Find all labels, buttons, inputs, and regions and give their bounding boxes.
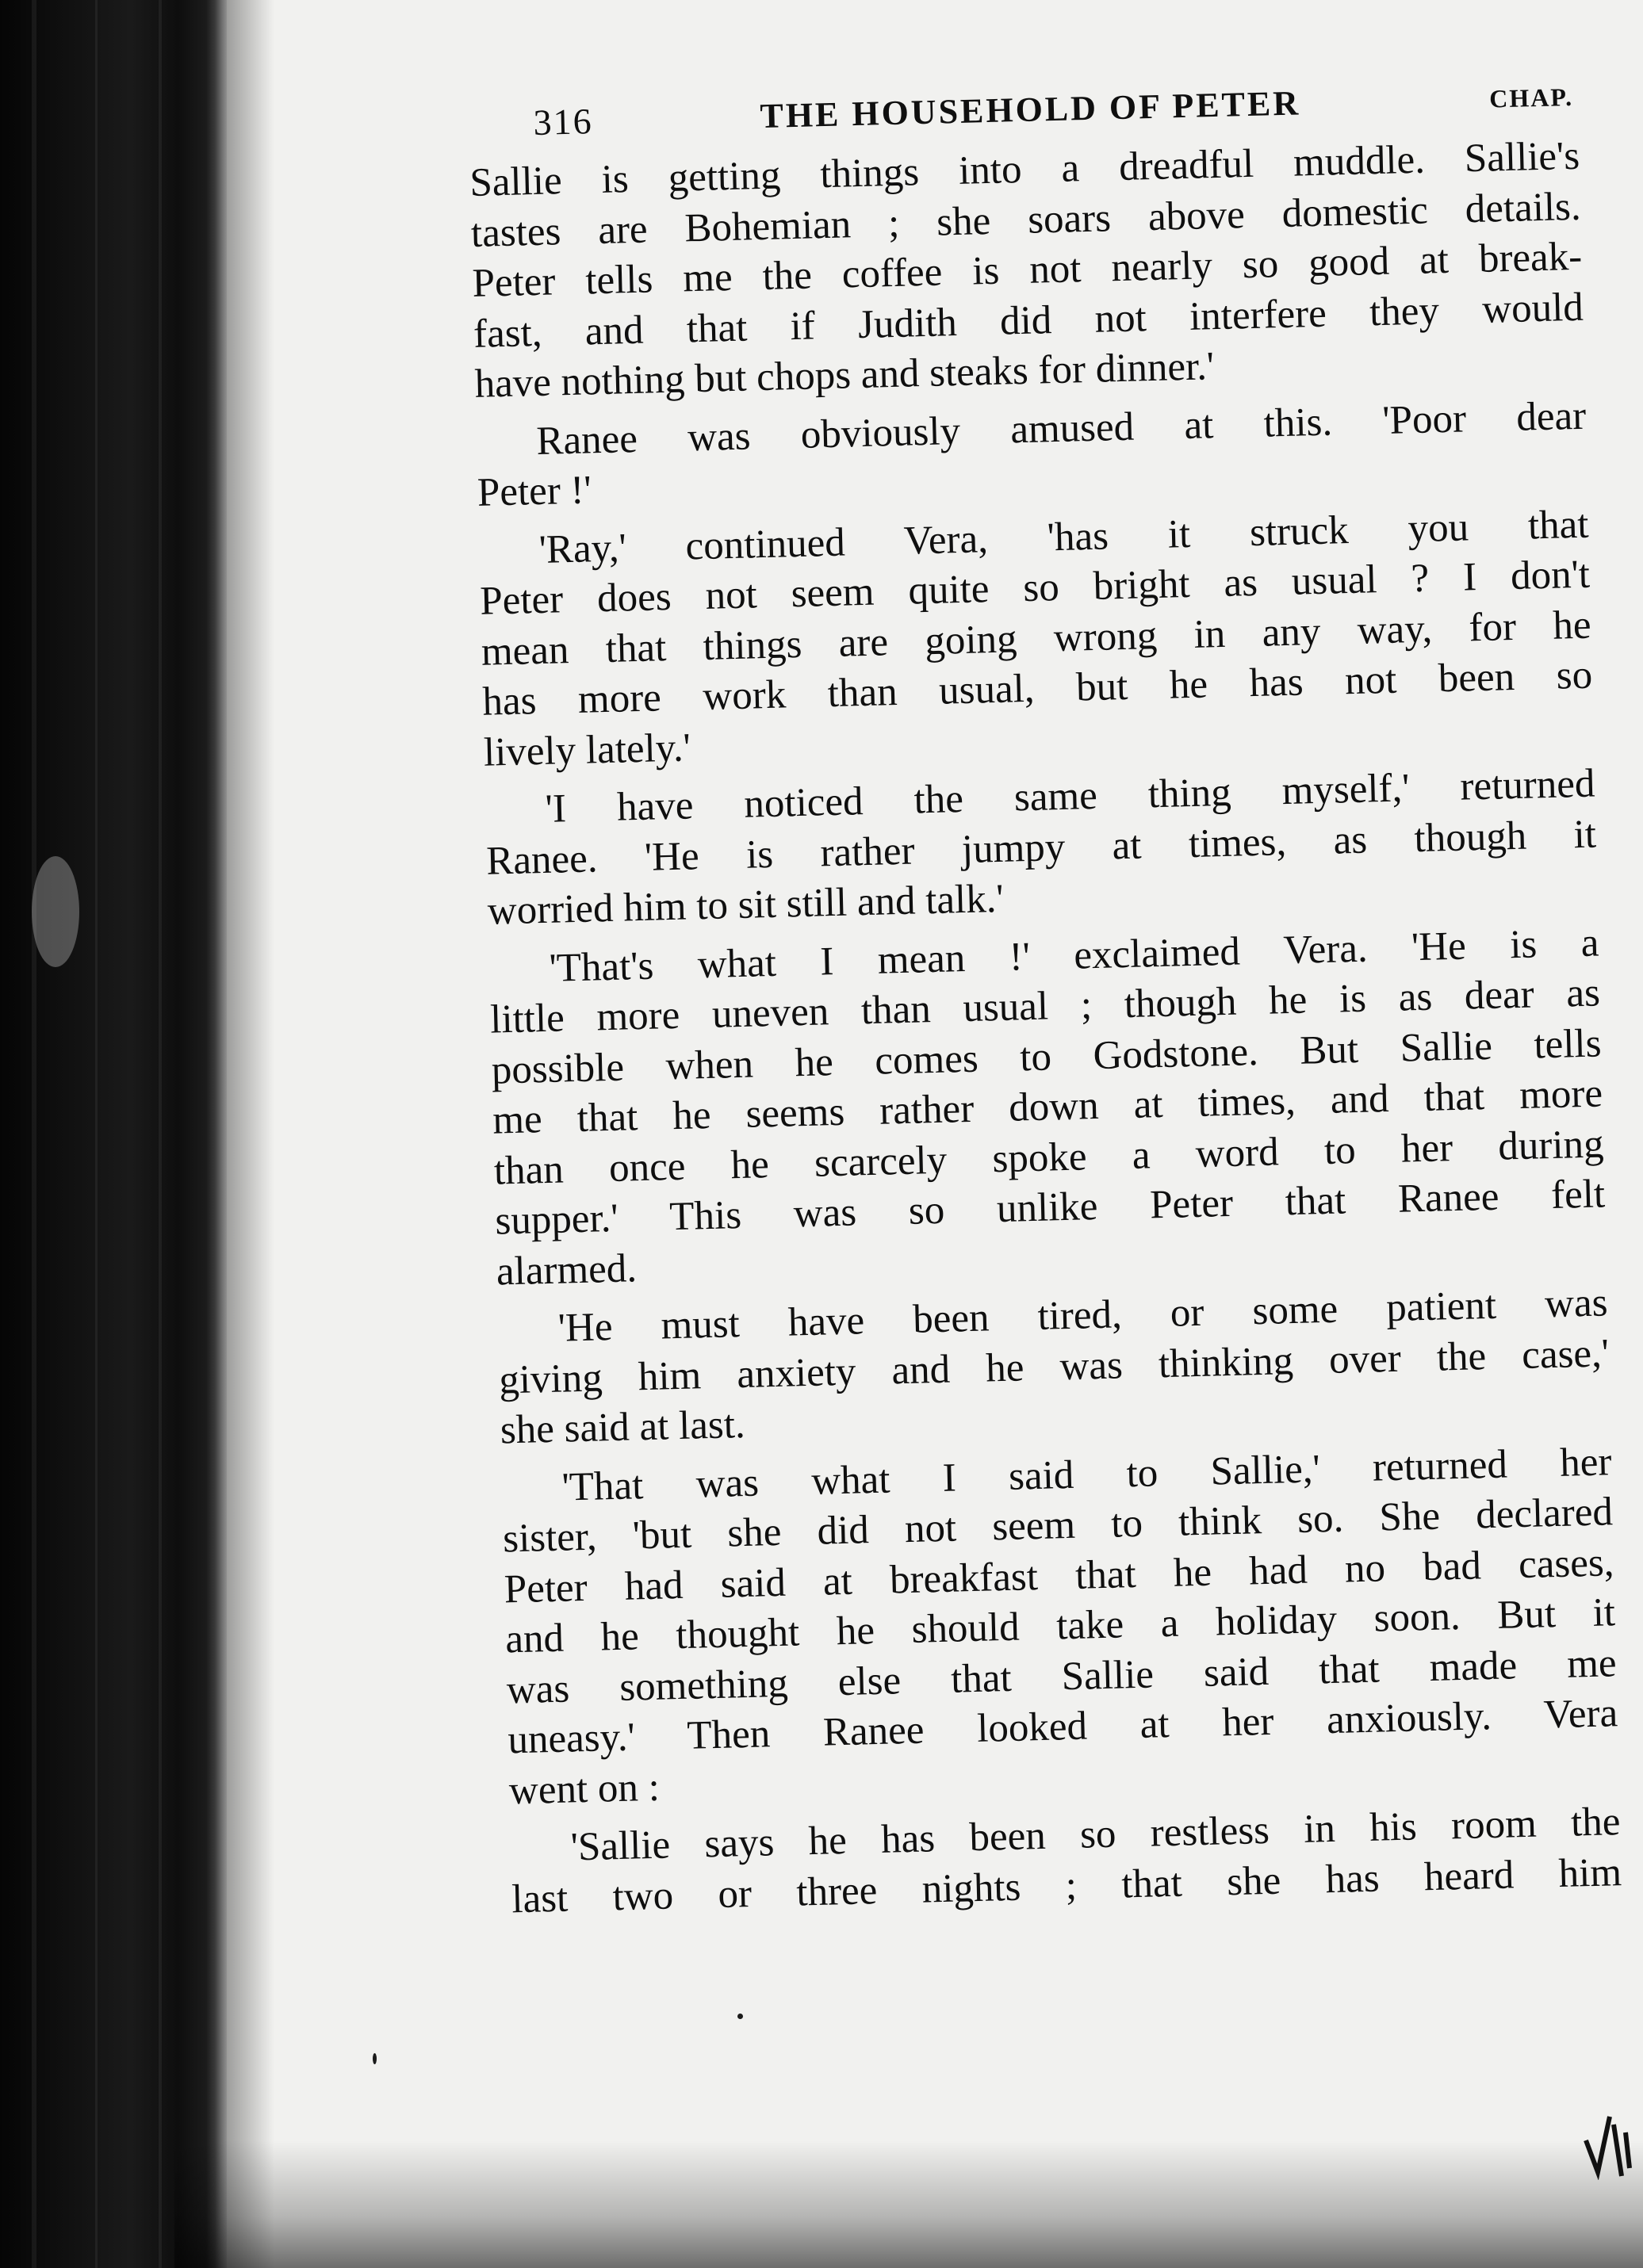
text-line: and he thought he should take a holiday soon. But it [504,1590,1616,1662]
text-line: fast, and that if Judith did not interfere they would [473,285,1584,357]
ink-speck [373,2053,377,2064]
light-reflection [32,856,79,967]
text-line: was something else that Sallie said that made me [506,1640,1618,1712]
text-line: she said at last. [500,1402,746,1453]
paragraph [476,391,1588,518]
text-line: 'Sallie says he has been so restless in his room the [570,1799,1622,1870]
text-line: supper.' This was so unlike Peter that Ranee felt [494,1172,1606,1244]
text-line: Peter does not seem quite so bright as usual ? I don't [479,552,1591,624]
text-line: 'He must have been tired, or some patient was [557,1280,1609,1351]
chapter-label: CHAP. [1488,82,1574,113]
paragraph [501,1437,1619,1817]
text-line: 'Ray,' continued Vera, 'has it struck you that [538,502,1590,572]
page-number: 316 [532,101,594,143]
book-title: THE HOUSEHOLD OF PETER [759,83,1301,136]
text-line: went on : [508,1765,661,1813]
text-line: than once he scarcely spoke a word to her during [493,1121,1605,1194]
text-line: Peter tells me the coffee is not nearly so good at break- [471,234,1583,306]
text-line: mean that things are going wrong in any way, for he [481,602,1592,675]
text-line: 'That's what I mean !' exclaimed Vera. 'He is a [549,920,1599,991]
text-line: me that he seems rather down at times, and that more [492,1071,1603,1143]
text-line: worried him to sit still and talk.' [487,876,1005,934]
paragraph [478,499,1594,778]
text-line: have nothing but chops and steaks for dinner.' [473,344,1215,407]
text-line: sister, 'but she did not seem to think so. She declared [502,1490,1614,1562]
text-line: uneasy.' Then Ranee looked at her anxiously. Vera [507,1691,1618,1763]
text-line: Ranee. 'He is rather jumpy at times, as though it [485,812,1597,884]
text-line: last two or three nights ; that she has heard him [511,1849,1622,1922]
gutter-streak [95,0,98,2268]
page-corner-mark [1578,2093,1633,2180]
gutter-streak [159,0,162,2268]
text-line: Peter had said at breakfast that he had no bad cases, [504,1539,1615,1612]
text-line: 'I have noticed the same thing myself,' returned [545,761,1596,832]
ink-speck [737,2014,743,2019]
page-edge [206,0,228,2268]
text-line: possible when he comes to Godstone. But Sallie tells [491,1020,1603,1093]
paragraph [484,759,1598,938]
text-line: Sallie is getting things into a dreadful muddle. Sallie's [469,133,1580,205]
text-line: Ranee was obviously amused at this. 'Poor dear [535,393,1587,464]
paragraph [469,132,1585,411]
text-line: has more work than usual, but he has not been so [481,652,1593,725]
page-shadow [227,0,274,2268]
text-line: tastes are Bohemian ; she soars above domestic details. [470,184,1582,256]
text-line: Peter !' [477,468,592,515]
text-line: little more uneven than usual ; though he is as dear as [489,970,1601,1042]
text-block [468,76,1622,1922]
text-line: giving him anxiety and he was thinking over the case,' [498,1330,1610,1403]
text-line: 'That was what I said to Sallie,' returned her [561,1439,1612,1510]
text-line: lively lately.' [483,725,691,775]
paragraph [488,918,1607,1298]
text-line: alarmed. [496,1245,638,1295]
body-text [469,132,1622,1926]
paragraph [497,1278,1610,1456]
page-bottom-shadow [174,2140,1643,2268]
gutter-streak [32,0,36,2268]
